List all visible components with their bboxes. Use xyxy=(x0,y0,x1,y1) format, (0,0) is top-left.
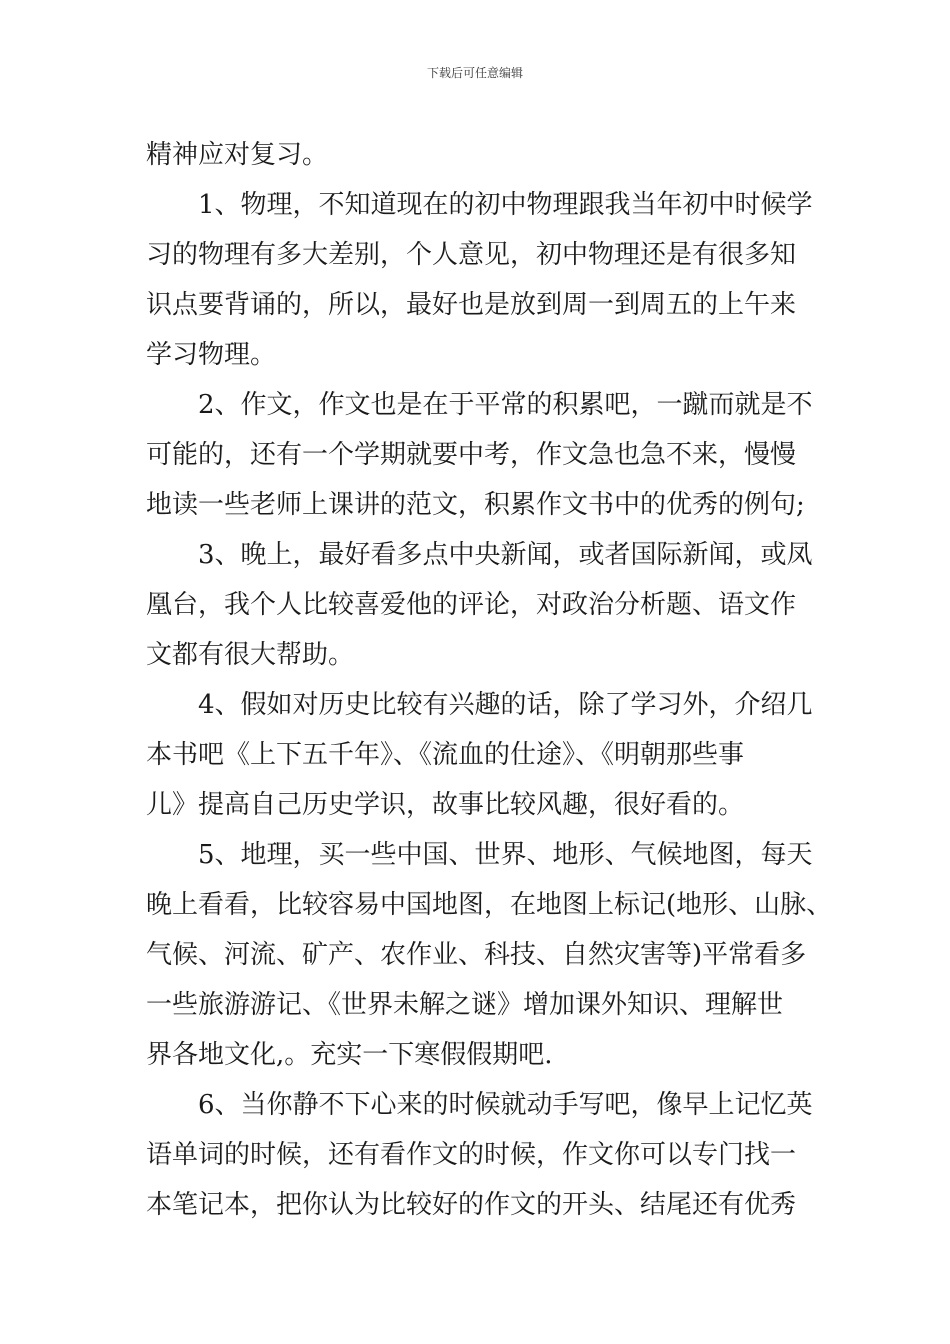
text-line: 4、假如对历史比较有兴趣的话，除了学习外，介绍几 xyxy=(198,690,813,720)
text-line: 3、晚上，最好看多点中央新闻，或者国际新闻，或凤 xyxy=(198,540,813,570)
text-line: 精神应对复习。 xyxy=(146,140,329,170)
text-line: 本笔记本，把你认为比较好的作文的开头、结尾还有优秀 xyxy=(146,1190,797,1220)
text-line: 1、物理，不知道现在的初中物理跟我当年初中时候学 xyxy=(198,190,813,220)
text-line: 界各地文化,。充实一下寒假假期吧. xyxy=(146,1040,553,1070)
page-header: 下载后可任意编辑 xyxy=(426,66,523,80)
body-text xyxy=(146,130,833,1230)
text-line: 2、作文，作文也是在于平常的积累吧，一蹴而就是不 xyxy=(198,390,813,420)
text-line: 凰台，我个人比较喜爱他的评论，对政治分析题、语文作 xyxy=(146,590,797,620)
text-line: 晚上看看，比较容易中国地图，在地图上标记(地形、山脉、 xyxy=(146,890,833,920)
text-line: 文都有很大帮助。 xyxy=(146,640,355,670)
text-line: 地读一些老师上课讲的范文，积累作文书中的优秀的例句; xyxy=(146,490,805,520)
text-line: 语单词的时候，还有看作文的时候，作文你可以专门找一 xyxy=(146,1140,797,1170)
text-line: 识点要背诵的，所以，最好也是放到周一到周五的上午来 xyxy=(146,290,797,320)
text-line: 6、当你静不下心来的时候就动手写吧，像早上记忆英 xyxy=(198,1090,813,1120)
text-line: 学习物理。 xyxy=(146,340,277,370)
text-line: 气候、河流、矿产、农作业、科技、自然灾害等)平常看多 xyxy=(146,940,807,970)
text-line: 儿》提高自己历史学识，故事比较风趣，很好看的。 xyxy=(146,790,745,820)
text-line: 习的物理有多大差别，个人意见，初中物理还是有很多知 xyxy=(146,240,797,270)
text-line: 一些旅游游记、《世界未解之谜》增加课外知识、理解世 xyxy=(146,990,784,1020)
text-line: 本书吧《上下五千年》、《流血的仕途》、《明朝那些事 xyxy=(146,740,745,770)
text-line: 5、地理，买一些中国、世界、地形、气候地图，每天 xyxy=(198,840,813,870)
text-line: 可能的，还有一个学期就要中考，作文急也急不来，慢慢 xyxy=(146,440,797,470)
